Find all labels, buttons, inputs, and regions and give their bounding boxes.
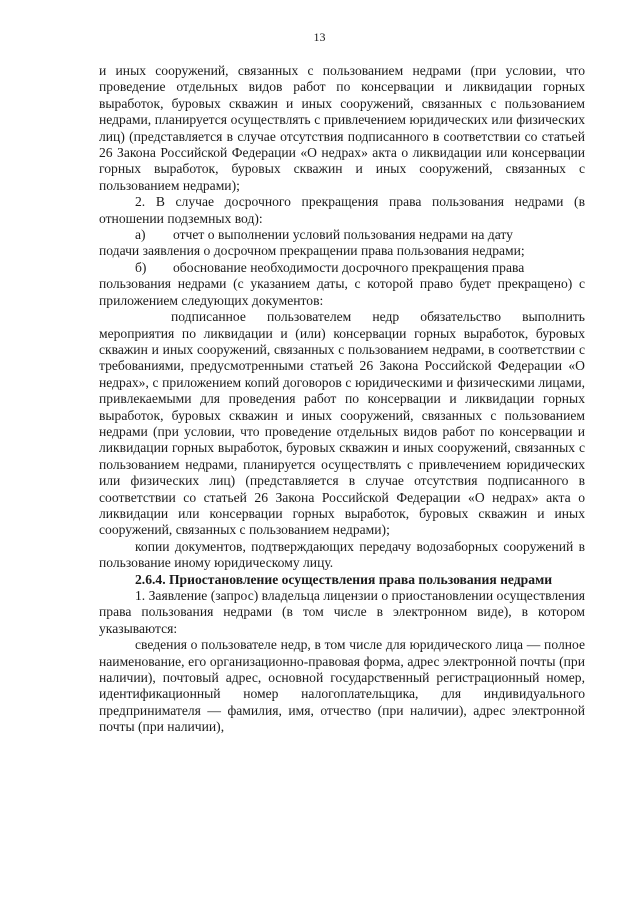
paragraph: и иных сооружений, связанных с пользованием недрами (при условии, что проведение отдельных видов работ по консервации и ликвидации горных выработок, буровых скважин и иных сооружений, связанных с пользованием недрами, планируется осуществлять с привлечением юридических или физических лиц) (представляется в случае отсутствия подписанного в соответствии со статьей 26 Закона Российской Федерации «О недрах» акта о ликвидации или консервации горных выработок, буровых скважин и иных сооружений, связанных с пользованием недрами); bbox=[99, 63, 585, 193]
paragraph: сведения о пользователе недр, в том числе для юридического лица — полное наименование, его организационно-правовая форма, адрес электронной почты (при наличии), почтовый адрес, основной государственный регистрационный номер, идентификационный номер налогоплательщика, для индивидуального предпринимателя — фамилия, имя, отчество (при наличии), адрес электронной почты (при наличии), bbox=[99, 637, 585, 735]
list-item-continuation: подачи заявления о досрочном прекращении права пользования недрами; bbox=[99, 243, 525, 259]
paragraph: 2. В случае досрочного прекращения права пользования недрами (в отношении подземных вод): bbox=[99, 194, 585, 226]
list-item-a bbox=[99, 227, 585, 243]
paragraph: 1. Заявление (запрос) владельца лицензии о приостановлении осуществления права пользования недрами (в том числе в электронном виде), в котором указываются: bbox=[99, 588, 585, 636]
list-item-text: обоснование необходимости досрочного прекращения права bbox=[173, 259, 525, 275]
section-heading: 2.6.4. Приостановление осуществления права пользования недрами bbox=[135, 571, 553, 587]
page-number: 13 bbox=[313, 30, 326, 44]
document-body bbox=[99, 63, 585, 736]
paragraph: копии документов, подтверждающих передачу водозаборных сооружений в пользование иному юридическому лицу. bbox=[99, 538, 585, 571]
list-item-text: отчет о выполнении условий пользования недрами на дату bbox=[173, 227, 513, 243]
list-item-continuation: пользования недрами (с указанием даты, с которой право будет прекращено) с приложением следующих документов: bbox=[99, 276, 585, 308]
list-item-b bbox=[99, 260, 585, 276]
paragraph: подписанное пользователем недр обязательство выполнить мероприятия по ликвидации и (или) консервации горных выработок, буровых скважин и иных сооружений, связанных с пользованием недрами, в соответствии с требованиями, предусмотренными статьей 26 Закона Российской Федерации «О недрах», с приложением копий договоров с юридическими и физическими лицами, привлекаемыми для проведения работ по консервации и ликвидации горных выработок, буровых скважин и иных сооружений, связанных с пользованием недрами (при условии, что проведение отдельных видов работ по консервации и ликвидации горных выработок, буровых скважин и иных сооружений, связанных с пользованием недрами, планируется осуществлять с привлечением юридических или физических лиц) (представляется в случае отсутствия подписанного в соответствии со статьей 26 Закона Российской Федерации «О недрах» акта о ликвидации или консервации горных выработок, буровых скважин и иных сооружений, связанных с пользованием недрами); bbox=[99, 309, 585, 538]
list-item-label: а) bbox=[135, 227, 146, 243]
list-item-label: б) bbox=[135, 259, 147, 275]
